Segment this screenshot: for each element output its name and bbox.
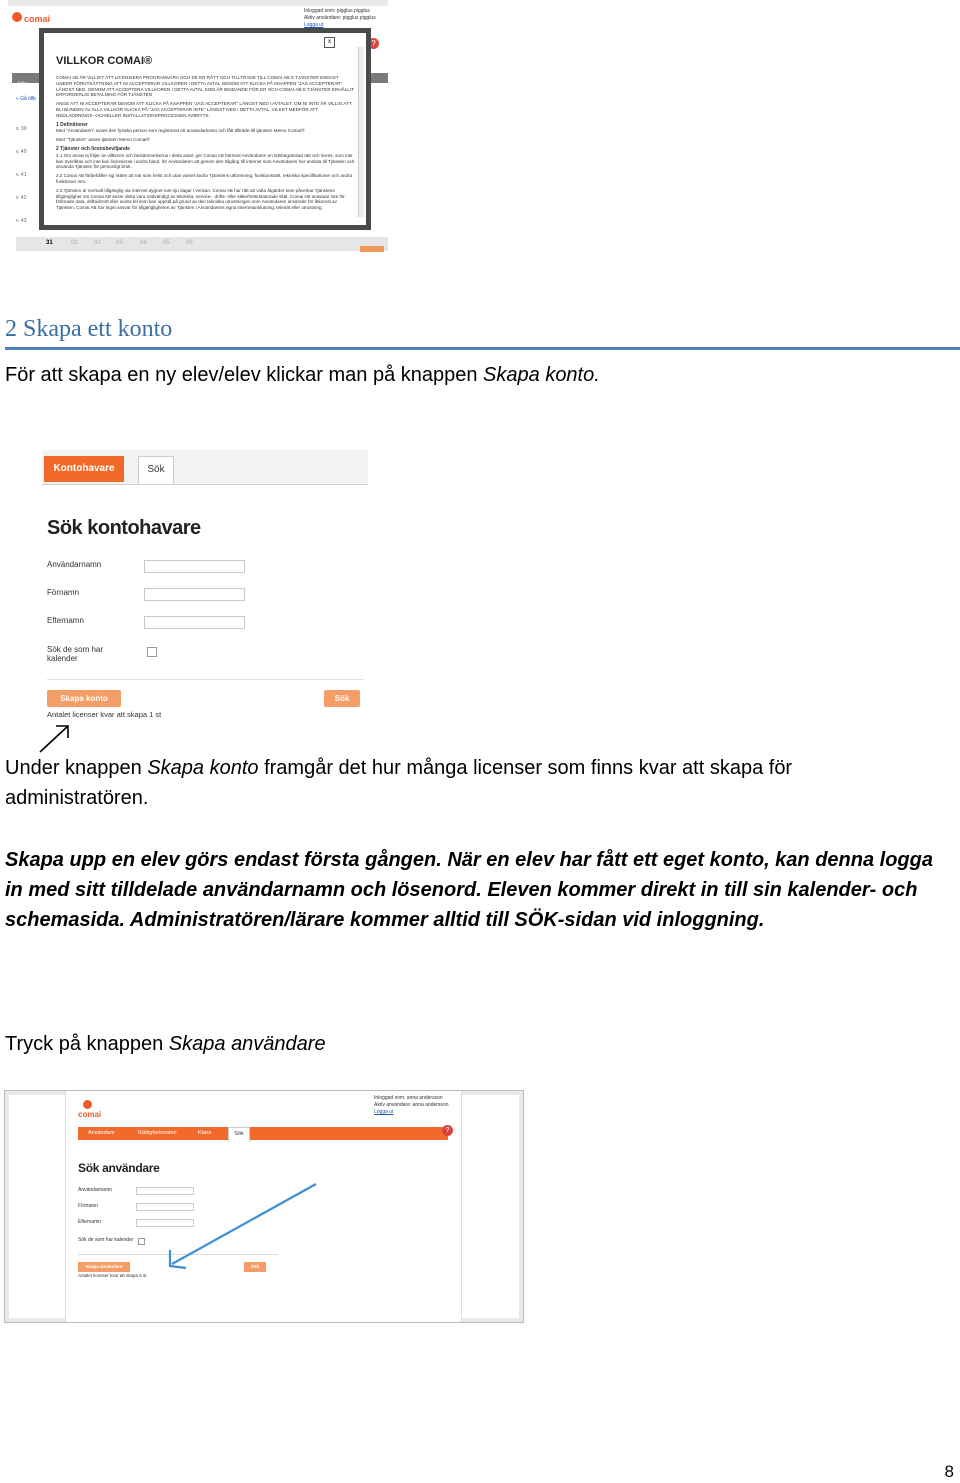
search-account-holders-screenshot (42, 450, 368, 722)
login-info (374, 1095, 449, 1116)
week-day[interactable]: 03 (116, 240, 123, 246)
comai-logo: comai (12, 12, 50, 24)
calendar-filter-label: Sök de som har kalender (47, 645, 104, 663)
page-button[interactable] (360, 246, 384, 252)
license-count: Antalet licenser kvar att skapa 5 st (78, 1273, 147, 1278)
nav-class[interactable]: Klass (198, 1130, 212, 1136)
create-account-button[interactable]: Skapa konto (47, 690, 121, 707)
paragraph-intro (5, 360, 600, 390)
paragraph-text: För att skapa en ny elev/elev klickar man på knappen (5, 364, 484, 386)
section-2-title: 2 Tjänster och licensbeviljande (56, 145, 130, 152)
username-label: Användarnamn (78, 1187, 112, 1193)
terms-text (56, 75, 356, 211)
tab-account-holders[interactable]: Kontohavare (44, 456, 124, 482)
paragraph-license-info: Under knappen Skapa konto framgår det hur många licenser som finns kvar att skapa för administratören. (5, 757, 793, 809)
help-icon[interactable]: ? (442, 1125, 453, 1136)
section-2-text: 2.1 Om annat ej följer av villkoren och bestämmelserna i detta avtal, ger Comai AB härmed Användaren en tidsbegränsad rätt och licens, som inte kan överlåtas och inte kan licensieras i andra hand, för Användaren att genom den tillgång till internet som Användaren har ansluta till Tjänsten och använda Tjänsten för personligt bruk. (56, 152, 355, 170)
calendar-filter-label: Sök de som har kalender (78, 1237, 134, 1243)
heading-rule (5, 347, 960, 350)
lastname-label: Efternamn (47, 616, 84, 625)
divider (47, 679, 363, 680)
week-label: v. 41 (16, 172, 27, 178)
page-number: 8 (944, 1462, 954, 1481)
week-label: v. 42 (16, 195, 27, 201)
section-heading: 2 Skapa ett konto (5, 316, 173, 342)
firstname-input[interactable] (144, 588, 245, 601)
section-2-text-2: 2.2 Comai AB förbehåller sig rätten att när som helst och utan varsel ändra Tjänstens utformning, funktionssätt, tekniska specifikationer och andra funktioner mm. (56, 173, 353, 184)
calendar-filter-checkbox[interactable] (147, 647, 157, 657)
nav-item[interactable]: Min (18, 82, 28, 88)
nav-users[interactable]: Användare (88, 1130, 115, 1136)
page-title: Sök kontohavare (47, 517, 201, 539)
calendar-filter-checkbox[interactable] (138, 1238, 145, 1245)
active-user: Aktiv användare: anna andersson (374, 1102, 449, 1108)
tab-search[interactable]: Sök (138, 456, 174, 484)
create-user-button[interactable]: Skapa användare (78, 1262, 130, 1272)
license-count: Antalet licenser kvar att skapa 1 st (47, 710, 162, 719)
login-user: Inloggad som: pigglus pigglus (304, 8, 370, 14)
week-row (16, 237, 388, 251)
section-1-text-2: Med "Tjänsten" avses tjänsten Memo Comai® (56, 137, 150, 143)
username-input[interactable] (144, 560, 245, 573)
modal-title: VILLKOR COMAI® (56, 55, 153, 67)
week-day[interactable]: 06 (186, 240, 193, 246)
week-day[interactable]: 02 (94, 240, 101, 246)
week-current[interactable]: 31 (46, 240, 53, 246)
section-2-text-3: 2.3 Tjänsten är normalt tillgänglig via internet dygnet runt sju dagar i veckan. Comai AB har rätt att vidta åtgärder som påverkar Tjänstens tillgänglighet om Comai AB anser detta vara nödvändigt av tekniska, service-, drifts- eller säkerhetsrelaterade skäl. Comai AB ansvarar inte för förlorade data, driftavbrott eller andra fel som kan uppstå på grund av den tekniska utrustningen som Användaren använder för åtkomst av Tjänsten. Comai AB har inget ansvar för tillgängligheten av Tjänsten i Användarens egna internetanslutning, telenät eller utrustning. (56, 187, 345, 211)
search-button[interactable]: Sök (324, 690, 360, 707)
week-label: v. 40 (16, 149, 27, 155)
search-button[interactable]: Sök (244, 1262, 266, 1272)
week-label: v. 39 (16, 126, 27, 132)
arrow-icon (36, 722, 76, 756)
nav-bar (78, 1127, 448, 1140)
license-terms-screenshot (8, 0, 388, 252)
tab-bar (42, 450, 368, 485)
week-label: v. 43 (16, 218, 27, 224)
login-user: Inloggad som: anna andersson (374, 1095, 443, 1101)
terms-intro-2: ANGE ATT NI ACCEPTERAR DENOM ATT KLICKA PÅ KNAPPEN "JAG ACCEPTERAR" LÄNGST NED I AVTALET. OM NI INTE ÄR VILLIG ATT BLI BUNDEN AV ALLA VILLKOR KLICKA PÅ "JAG ACCEPTERAR INTE" LÄNGST NED I DETTA AVTAL. VILKET MEDFÖR ATT NEDLADDNINGS- OCH/ELLER INSTALLATIONSPROCESSEN AVBRYTS. (56, 101, 352, 118)
logout-link[interactable]: Logga ut (374, 1109, 394, 1115)
modal-scrollbar[interactable] (358, 47, 364, 217)
terms-intro: COMAI AB ÄR VILLIGT ATT LICENSIERA PROGRAMVARA OCH DE ER RÄTT OCH TILLTRADE TILL COMAI AB:S TJÄNSTER ENDAST UNDER FÖRUTSÄTTNING ATT NI ACCEPTERAR VILLKOREN I DETTA AVTAL GENOM ATT KLICKA PÅ KNAPPEN "JAG ACCEPTERAR" LÄNGST NED. GENOM ATT ACCEPTERA VILLKOREN I DETTA AVTAL SOM ÄR BINDANDE FÖR ER OCH COMAI AB:S TJÄNSTER ERHÅLLIT ERFORDERLIG BETALNING FÖR TJÄNSTEN (56, 75, 354, 98)
section-1-title: 1 Definitioner (56, 121, 88, 128)
firstname-label: Förnamn (47, 588, 80, 597)
arrow-icon (160, 1180, 320, 1275)
browser-toolbar (8, 0, 388, 6)
logout-link[interactable]: Logga ut (304, 22, 324, 28)
week-day[interactable]: 01 (71, 240, 78, 246)
terms-modal (39, 28, 371, 230)
comai-logo: comai (78, 1100, 101, 1119)
back-link[interactable]: « Gå tillb (16, 96, 36, 102)
paragraph-instruction: Tryck på knappen Skapa användare (5, 1033, 326, 1055)
close-icon[interactable]: x (324, 37, 335, 48)
lastname-input[interactable] (144, 616, 245, 629)
paragraph-italic: Skapa konto. (483, 364, 600, 386)
page-title: Sök användare (78, 1161, 160, 1175)
nav-rights[interactable]: Rättighetsnamn (138, 1130, 177, 1136)
username-label: Användarnamn (47, 560, 102, 569)
active-user: Aktiv användare: pigglus pigglus (304, 15, 376, 21)
firstname-label: Förnamn (78, 1203, 99, 1209)
lastname-label: Efternamn (78, 1219, 102, 1225)
nav-search[interactable]: Sök (228, 1127, 250, 1142)
section-1-text: Med "Användaren" avses den fysiska person som registrerat ett användarkonto och fått tillträde till tjänsten Memo Comai® (56, 128, 305, 134)
help-icon[interactable]: ? (368, 38, 379, 49)
login-info (304, 8, 376, 29)
week-day[interactable]: 05 (163, 240, 170, 246)
paragraph-note: Skapa upp en elev görs endast första gången. När en elev har fått ett eget konto, kan denna logga in med sitt tilldelade användarnamn och lösenord. Eleven kommer direkt in till sin kalender- och schemasida. Administratören/lärare kommer alltid till SÖK-sidan vid inloggning. (5, 849, 933, 931)
week-day[interactable]: 04 (140, 240, 147, 246)
